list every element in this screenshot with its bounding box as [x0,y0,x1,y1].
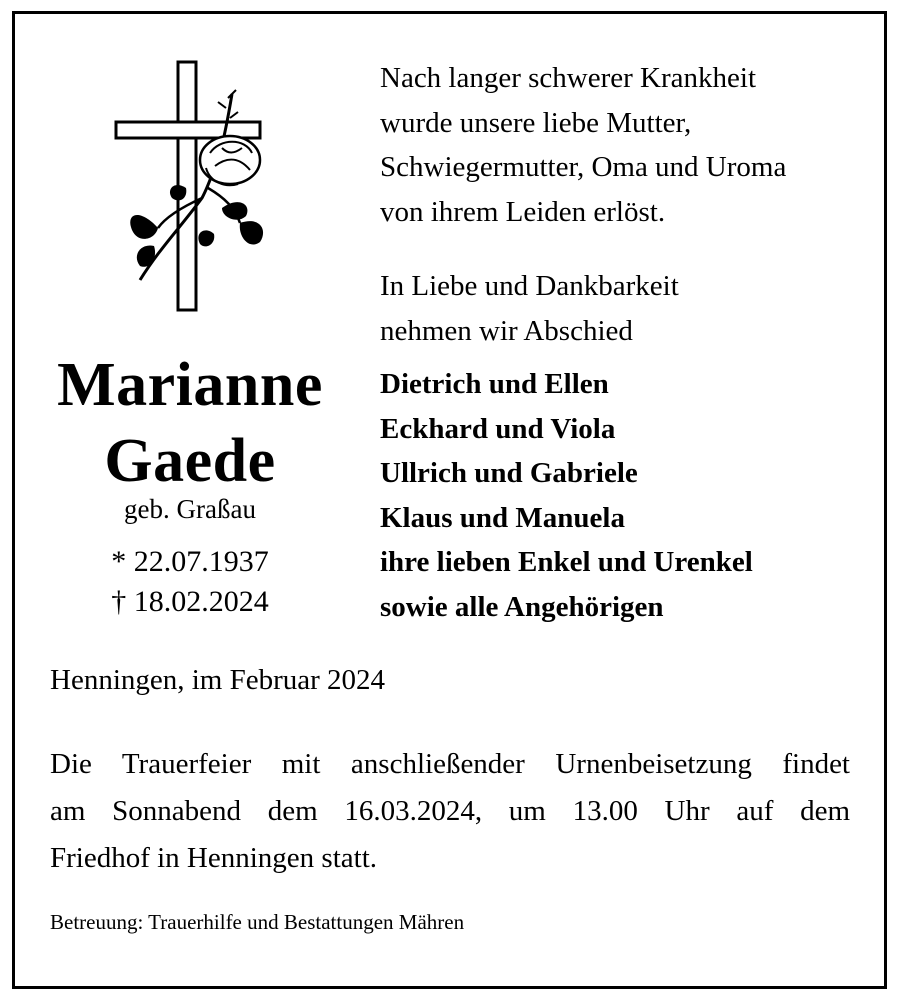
intro-line: von ihrem Leiden erlöst. [380,195,666,228]
mourner-item: Dietrich und Ellen [380,368,609,400]
deceased-last-name: Gaede [104,427,276,495]
deceased-first-name: Marianne [57,351,323,419]
intro-line: wurde unsere liebe Mutter, [380,106,692,139]
funeral-info [50,741,850,882]
farewell-line: In Liebe und Dankbarkeit [380,270,679,302]
place-and-date: Henningen, im Februar 2024 [50,664,386,696]
mourner-item: Ullrich und Gabriele [380,457,638,489]
farewell-text [380,264,679,353]
mourners-list [380,362,753,629]
cross-with-rose-icon [110,58,270,316]
intro-line: Schwiegermutter, Oma und Uroma [380,151,787,183]
intro-line: Nach langer schwerer Krankheit [380,62,757,94]
death-date: † 18.02.2024 [111,585,269,618]
funeral-line: am Sonnabend dem 16.03.2024, um 13.00 Uhr auf dem [50,795,850,827]
birth-date: * 22.07.1937 [111,545,269,578]
mourner-item: sowie alle Angehörigen [380,590,664,623]
funeral-line: Friedhof in Henningen statt. [50,842,378,874]
mourner-item: ihre lieben Enkel und Urenkel [380,546,753,578]
intro-text [380,56,786,234]
mourner-item: Klaus und Manuela [380,501,625,534]
funeral-line: Die Trauerfeier mit anschließender Urnenbeisetzung findet [50,748,850,780]
birth-name: geb. Graßau [124,494,256,524]
mourner-item: Eckhard und Viola [380,412,616,445]
farewell-line: nehmen wir Abschied [380,314,633,347]
funeral-home-credit: Betreuung: Trauerhilfe und Bestattungen Mähren [50,910,465,934]
